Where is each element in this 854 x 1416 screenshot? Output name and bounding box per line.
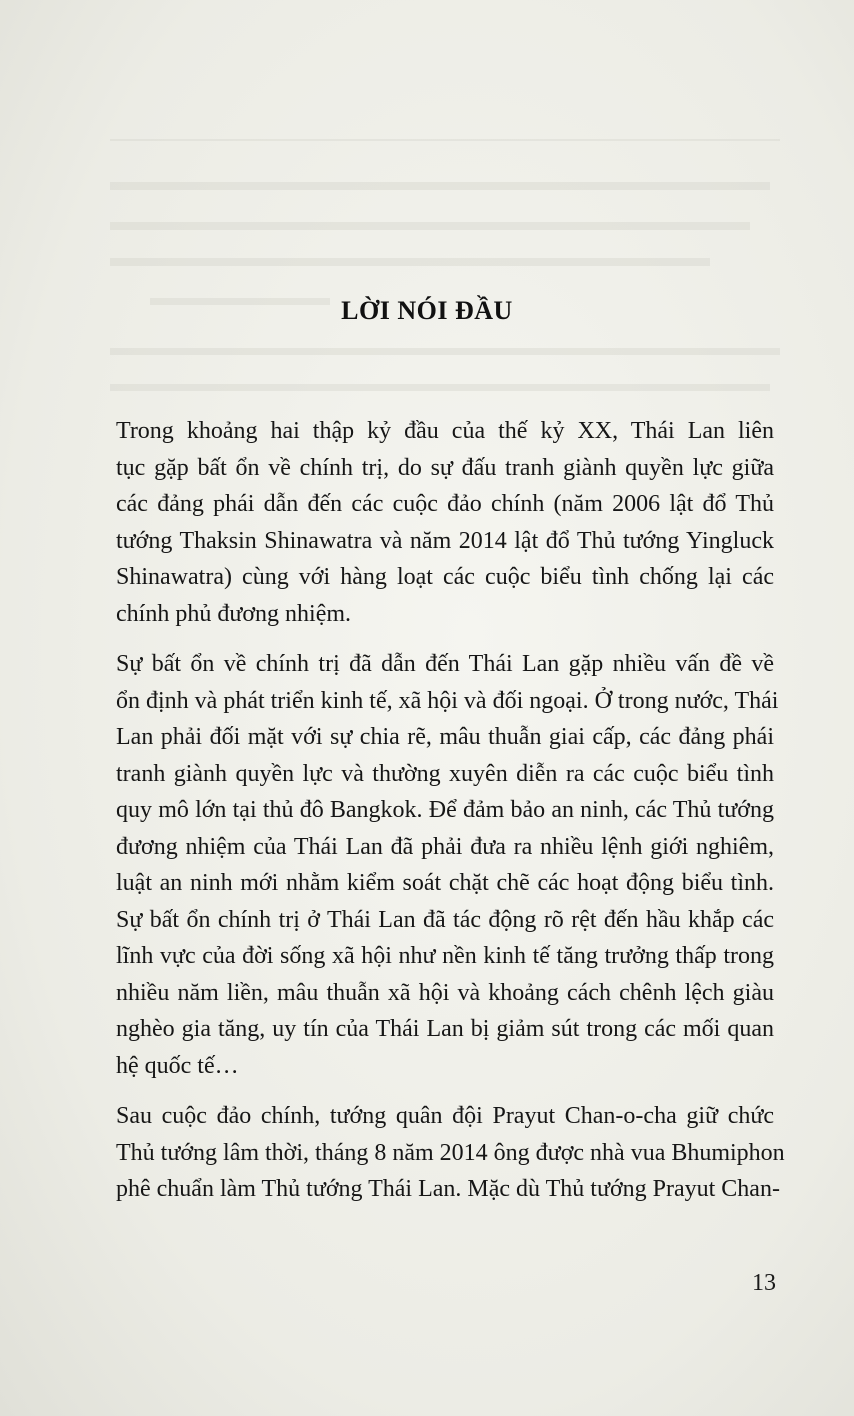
- text-line: luật an ninh mới nhằm kiểm soát chặt chẽ các hoạt động biểu tình.: [116, 870, 774, 896]
- page-number: 13: [752, 1270, 776, 1296]
- text-line: nghèo gia tăng, uy tín của Thái Lan bị giảm sút trong các mối quan: [116, 1016, 774, 1042]
- text-line: Lan phải đối mặt với sự chia rẽ, mâu thuẫn giai cấp, các đảng phái: [116, 724, 774, 750]
- text-line: nhiều năm liền, mâu thuẫn xã hội và khoảng cách chênh lệch giàu: [116, 979, 774, 1006]
- text-line: Thủ tướng lâm thời, tháng 8 năm 2014 ông được nhà vua Bhumiphon: [116, 1139, 785, 1166]
- text-line: các đảng phái dẫn đến các cuộc đảo chính (năm 2006 lật đổ Thủ: [116, 491, 774, 517]
- text-line: Sự bất ổn về chính trị đã dẫn đến Thái Lan gặp nhiều vấn đề về: [116, 651, 774, 677]
- text-line: tranh giành quyền lực và thường xuyên diễn ra các cuộc biểu tình: [116, 760, 774, 787]
- text-line: tục gặp bất ổn về chính trị, do sự đấu tranh giành quyền lực giữa: [116, 454, 774, 481]
- text-line: quy mô lớn tại thủ đô Bangkok. Để đảm bảo an ninh, các Thủ tướng: [116, 797, 774, 823]
- text-line: lĩnh vực của đời sống xã hội như nền kinh tế tăng trưởng thấp trong: [116, 943, 774, 969]
- text-line: đương nhiệm của Thái Lan đã phải đưa ra nhiều lệnh giới nghiêm,: [116, 833, 774, 860]
- text-line: phê chuẩn làm Thủ tướng Thái Lan. Mặc dù Thủ tướng Prayut Chan-: [116, 1176, 780, 1202]
- text-line: Shinawatra) cùng với hàng loạt các cuộc biểu tình chống lại các: [116, 564, 774, 590]
- text-line: tướng Thaksin Shinawatra và năm 2014 lật đổ Thủ tướng Yingluck: [116, 527, 774, 554]
- paragraph-3: [76, 1098, 785, 1208]
- text-line: chính phủ đương nhiệm.: [116, 600, 352, 627]
- text-line: ổn định và phát triển kinh tế, xã hội và đối ngoại. Ở trong nước, Thái: [116, 687, 779, 714]
- body-text: [76, 413, 785, 1222]
- text-line: Sau cuộc đảo chính, tướng quân đội Prayut Chan-o-cha giữ chức: [116, 1103, 774, 1129]
- paragraph-1: [76, 413, 774, 632]
- text-line: hệ quốc tế…: [116, 1052, 239, 1079]
- paragraph-2: [76, 646, 779, 1084]
- text-line: Trong khoảng hai thập kỷ đầu của thế kỷ XX, Thái Lan liên: [116, 418, 774, 444]
- text-line: Sự bất ổn chính trị ở Thái Lan đã tác động rõ rệt đến hầu khắp các: [116, 906, 774, 933]
- page-heading: LỜI NÓI ĐẦU: [341, 296, 513, 325]
